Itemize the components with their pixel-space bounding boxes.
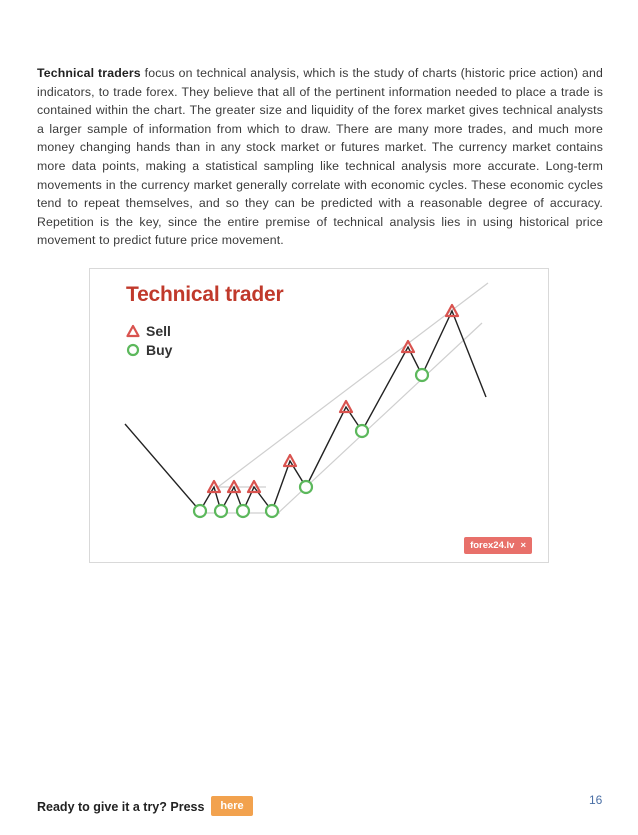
here-button[interactable]: here bbox=[211, 796, 253, 816]
paragraph-body: focus on technical analysis, which is the study of charts (historic price action) and indicators, to trade forex. They believe that all of the pertinent information needed to place a trade is contained within the chart. The greater size and liquidity of the forex market gives technical analysts a larger sample of information from which to draw. There are many more trades, and much more money changing hands than in any stock market or futures market. The currency market contains more data points, making a statistical sampling like technical analysis more accurate. Long-term movements in the currency market generally correlate with economic cycles. These economic cycles tend to repeat themselves, and so they can be predicted with a reasonable degree of accuracy. Repetition is the key, since the entire premise of technical analysis lies in using historical price movement to predict future price movement. bbox=[37, 66, 603, 248]
buy-marker bbox=[356, 425, 368, 437]
buy-marker bbox=[300, 481, 312, 493]
legend-buy-label: Buy bbox=[146, 342, 173, 358]
buy-marker bbox=[237, 505, 249, 517]
buy-marker bbox=[194, 505, 206, 517]
buy-marker bbox=[416, 369, 428, 381]
sell-markers bbox=[208, 305, 458, 492]
buy-marker bbox=[266, 505, 278, 517]
buy-circle-icon bbox=[126, 343, 140, 357]
price-chart bbox=[90, 269, 550, 564]
paragraph-lead: Technical traders bbox=[37, 66, 141, 80]
page-number: 16 bbox=[589, 793, 603, 807]
source-badge bbox=[464, 537, 532, 554]
sell-triangle-icon bbox=[126, 324, 140, 338]
body-paragraph bbox=[37, 64, 603, 250]
technical-trader-figure bbox=[89, 268, 549, 563]
badge-text: forex24.lv bbox=[470, 540, 515, 551]
figure-title: Technical trader bbox=[126, 283, 284, 306]
footer-prompt: Ready to give it a try? Press bbox=[37, 800, 205, 814]
legend-sell-label: Sell bbox=[146, 323, 171, 339]
buy-marker bbox=[215, 505, 227, 517]
close-icon: × bbox=[520, 540, 526, 551]
